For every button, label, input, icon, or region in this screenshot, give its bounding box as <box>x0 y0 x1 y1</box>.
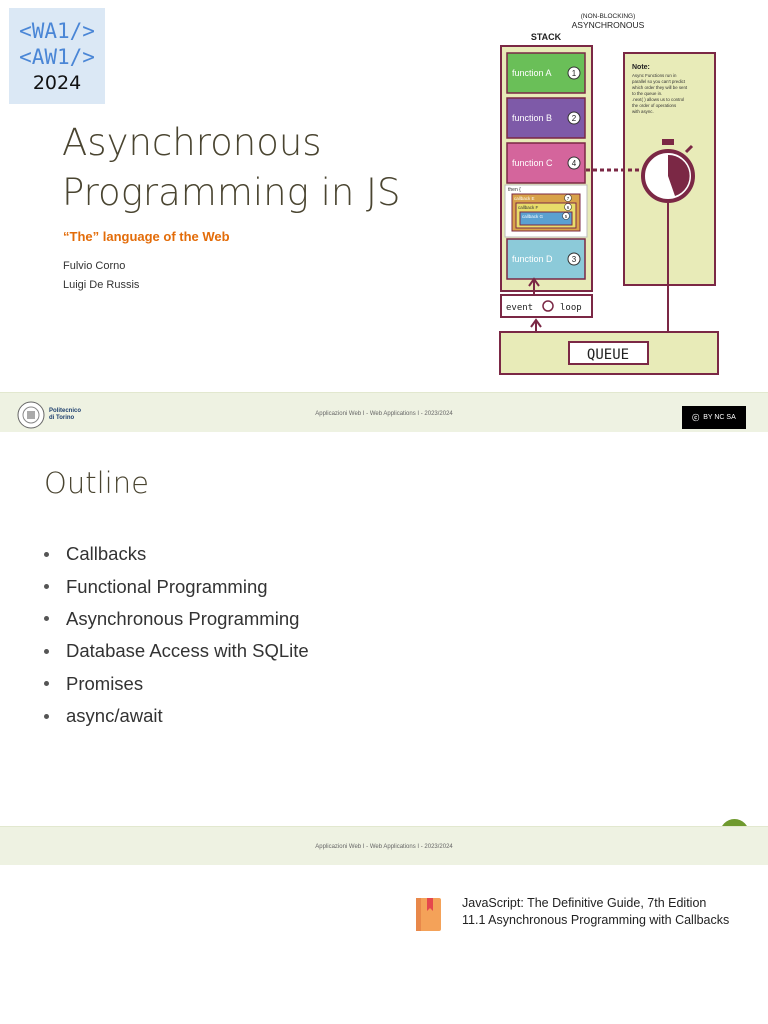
list-item-text: Functional Programming <box>66 575 268 597</box>
event-loop-right: loop <box>560 303 582 313</box>
slide-title <box>62 118 400 218</box>
list-item-text: Promises <box>66 672 144 694</box>
event-loop-left: event <box>506 303 534 313</box>
note-line: parallel so you can't predict <box>632 79 686 84</box>
title-slide <box>0 0 768 432</box>
note-line: to the queue in. <box>632 91 663 96</box>
callback-g-label: callback G <box>522 214 544 219</box>
callback-e-num: 7 <box>566 196 570 201</box>
callback-e-label: callback E <box>514 196 535 201</box>
bullet-icon <box>44 616 49 621</box>
book-icon <box>412 895 444 933</box>
note-title: Note: <box>632 64 650 71</box>
note-line: .next( ) allows us to control <box>632 97 685 102</box>
bullet-icon <box>44 649 49 654</box>
list-item <box>44 570 309 602</box>
bullet-icon <box>44 681 49 686</box>
list-item <box>44 635 309 667</box>
function-b-label: function B <box>512 113 553 123</box>
list-item <box>44 538 309 570</box>
queue-label: QUEUE <box>586 347 630 363</box>
then-label: then { <box>508 187 521 193</box>
badge-year: 2024 <box>32 72 82 94</box>
bullet-icon <box>44 552 49 557</box>
stack-label: STACK <box>530 32 562 42</box>
function-a-label: function A <box>512 68 552 78</box>
note-line: the order of operations <box>632 103 677 108</box>
slide-footer <box>0 392 768 433</box>
footer-text: Applicazioni Web I - Web Applications I - 2023/2024 <box>315 411 453 417</box>
course-badge <box>9 8 105 104</box>
list-item-text: Asynchronous Programming <box>66 607 300 629</box>
note-line: with async. <box>632 109 654 114</box>
list-item-text: async/await <box>66 705 163 727</box>
function-a-num: 1 <box>571 69 577 78</box>
polito-name-line-1: Politecnico <box>49 408 82 414</box>
badge-line-2: <AW1/> <box>19 45 95 69</box>
diagram-header-small: (NON-BLOCKING) <box>580 13 636 20</box>
bullet-icon <box>44 584 49 589</box>
outline-title: Outline <box>44 466 149 500</box>
slide-footer <box>0 826 768 865</box>
function-d-num: 3 <box>571 255 577 264</box>
function-c-block <box>507 143 585 183</box>
author-name: Luigi De Russis <box>63 279 140 291</box>
list-item <box>44 603 309 635</box>
function-a-block <box>507 53 585 93</box>
bullet-icon <box>44 714 49 719</box>
author-name: Fulvio Corno <box>63 260 126 272</box>
function-d-block <box>507 239 585 279</box>
badge-line-1: <WA1/> <box>19 19 95 43</box>
callback-f-label: callback F <box>518 205 539 210</box>
book-title: JavaScript: The Definitive Guide, 7th Edition <box>462 896 707 910</box>
note-line: which order they will be sent <box>632 85 688 90</box>
slide-subtitle: “The” language of the Web <box>63 229 230 244</box>
reading-reference <box>412 895 729 933</box>
function-c-num: 4 <box>571 159 577 168</box>
outline-slide <box>0 432 768 864</box>
then-block <box>505 185 587 237</box>
list-item-text: Callbacks <box>66 543 147 565</box>
callback-f-num: 6 <box>566 205 570 210</box>
diagram-header: ASYNCHRONOUS <box>571 20 645 30</box>
list-item-text: Database Access with SQLite <box>66 640 309 662</box>
title-line-2: Programming in JS <box>62 171 401 214</box>
outline-list <box>44 538 309 732</box>
function-d-label: function D <box>512 254 553 264</box>
function-c-label: function C <box>512 158 553 168</box>
callback-g-num: 5 <box>564 214 568 219</box>
polito-name-line-2: di Torino <box>49 415 75 421</box>
book-section: 11.1 Asynchronous Programming with Callbacks <box>462 913 730 927</box>
list-item <box>44 668 309 700</box>
title-line-1: Asynchronous <box>62 121 322 164</box>
note-line: Async Functions run in <box>632 73 677 78</box>
license-label: BY NC SA <box>703 414 736 421</box>
cc-license-icon: ⓒ BY NC SA <box>682 406 746 429</box>
async-diagram <box>462 5 762 385</box>
function-b-num: 2 <box>571 114 577 123</box>
function-b-block <box>507 98 585 138</box>
list-item <box>44 700 309 732</box>
footer-text: Applicazioni Web I - Web Applications I - 2023/2024 <box>315 844 453 850</box>
